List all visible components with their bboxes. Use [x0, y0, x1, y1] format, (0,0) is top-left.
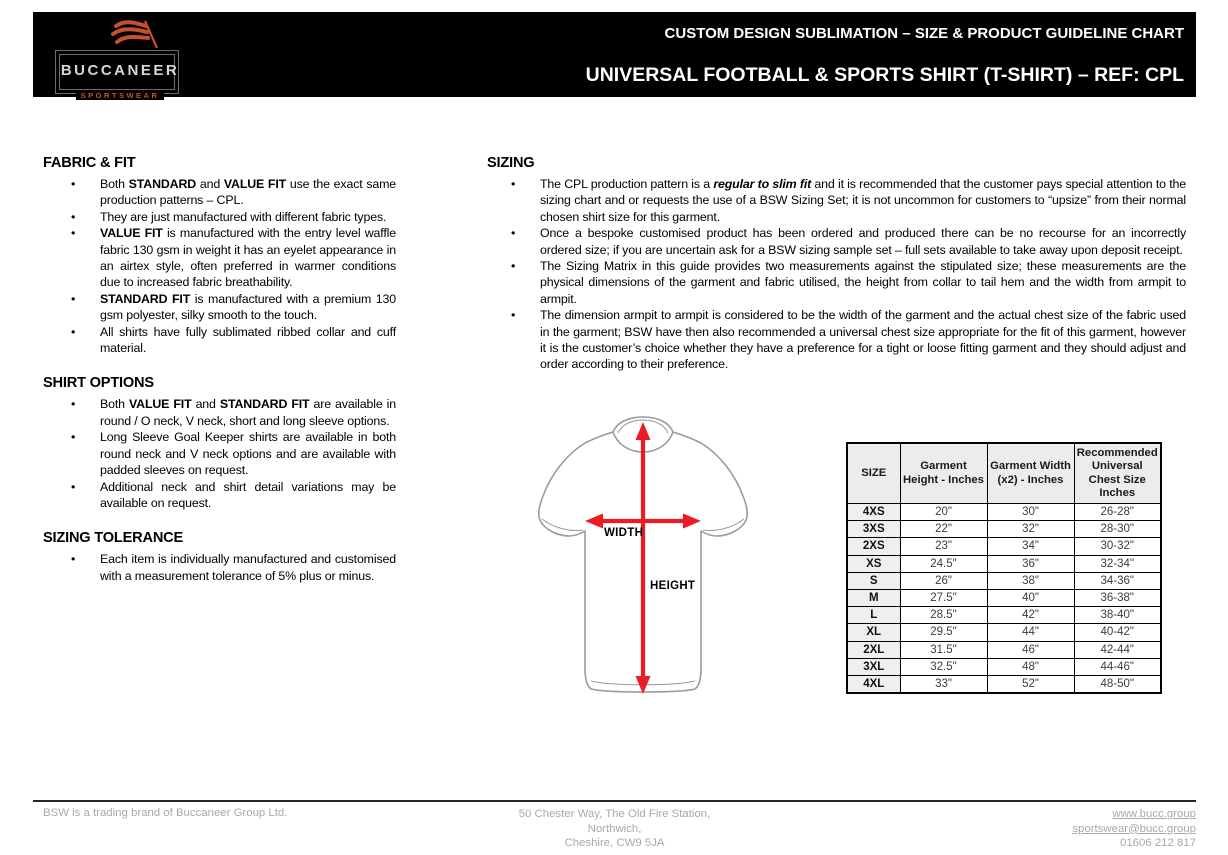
- measurement-cell: 26": [900, 572, 987, 589]
- measurement-cell: 48": [987, 658, 1074, 675]
- size-label-cell: 3XS: [847, 521, 900, 538]
- measurement-cell: 42": [987, 607, 1074, 624]
- section-heading-fabric-fit: FABRIC & FIT: [43, 155, 136, 171]
- table-row: [847, 572, 1161, 589]
- website-link[interactable]: www.bucc.group: [1112, 808, 1196, 820]
- width-label: WIDTH: [604, 527, 644, 539]
- size-label-cell: XL: [847, 624, 900, 641]
- logo-sub-text: SPORTSWEAR: [76, 91, 165, 100]
- column-header: Garment Width (x2) - Inches: [987, 443, 1074, 504]
- bullet-item: • STANDARD FIT is manufactured with a premium 130 gsm polyester, silky smooth to the touch.: [43, 291, 396, 324]
- table-row: [847, 641, 1161, 658]
- size-label-cell: 2XS: [847, 538, 900, 555]
- measurement-cell: 32": [987, 521, 1074, 538]
- address-line: 50 Chester Way, The Old Fire Station,: [518, 808, 711, 820]
- footer-phone: 01606 212 817: [1119, 837, 1196, 850]
- footer-contact: [1072, 807, 1196, 851]
- measurement-cell: 20": [900, 504, 987, 521]
- measurement-cell: 23": [900, 538, 987, 555]
- address-line: Northwich,: [587, 822, 642, 835]
- bullet-item: • The dimension armpit to armpit is considered to be the width of the garment and the actual chest size of the fabric used in the garment; BSW have then also recommended a universal chest size appropriate for the fit of this garment, however it is the customer’s choice whether they have a preference for a tight or loose fitting garment and they should adjust and order according to their preference.: [487, 307, 1186, 373]
- size-label-cell: 3XL: [847, 658, 900, 675]
- measurement-cell: 24.5": [900, 555, 987, 572]
- measurement-cell: 32-34": [1074, 555, 1161, 572]
- table-row: [847, 624, 1161, 641]
- measurement-cell: 38": [987, 572, 1074, 589]
- size-chart-table: [846, 442, 1162, 694]
- section-heading-shirt-options: SHIRT OPTIONS: [43, 375, 154, 392]
- bullet-item: • The Sizing Matrix in this guide provides two measurements against the stipulated size; these measurements are the physical dimensions of the garment and fabric utilised, the height from collar to tail hem and the width from armpit to armpit.: [487, 258, 1186, 307]
- column-header: Garment Height - Inches: [900, 443, 987, 504]
- logo-brand-text: BUCCANEER: [60, 62, 180, 79]
- table-row: [847, 538, 1161, 555]
- measurement-cell: 52": [987, 675, 1074, 693]
- measurement-cell: 27.5": [900, 589, 987, 606]
- measurement-cell: 46": [987, 641, 1074, 658]
- measurement-cell: 34-36": [1074, 572, 1161, 589]
- table-row: [847, 658, 1161, 675]
- fabric-fit-list: [43, 176, 396, 356]
- measurement-cell: 29.5": [900, 624, 987, 641]
- size-label-cell: 4XS: [847, 504, 900, 521]
- measurement-cell: 33": [900, 675, 987, 693]
- table-row: [847, 521, 1161, 538]
- footer-address: [33, 807, 1196, 851]
- measurement-cell: 34": [987, 538, 1074, 555]
- flag-icon: [107, 18, 167, 54]
- measurement-cell: 36": [987, 555, 1074, 572]
- size-label-cell: S: [847, 572, 900, 589]
- email-link[interactable]: sportswear@bucc.group: [1072, 822, 1196, 835]
- measurement-cell: 36-38": [1074, 589, 1161, 606]
- measurement-cell: 31.5": [900, 641, 987, 658]
- measurement-cell: 44-46": [1074, 658, 1161, 675]
- document-header: [33, 12, 1196, 100]
- column-header: Recommended Universal Chest Size Inches: [1074, 443, 1161, 504]
- table-row: [847, 675, 1161, 693]
- bullet-item: • VALUE FIT is manufactured with the entry level waffle fabric 130 gsm in weight it has an eyelet appearance in an airtex style, often preferred in warmer conditions due to increased fabric breathability.: [43, 225, 396, 291]
- table-row: [847, 555, 1161, 572]
- bullet-item: • Each item is individually manufactured and customised with a measurement tolerance of 5% plus or minus.: [43, 551, 396, 584]
- measurement-cell: 22": [900, 521, 987, 538]
- table-row: [847, 504, 1161, 521]
- address-line: Cheshire, CW9 5JA: [564, 837, 665, 850]
- bullet-item: • Both STANDARD and VALUE FIT use the exact same production patterns – CPL.: [43, 176, 396, 209]
- shirt-options-list: [43, 396, 396, 511]
- measurement-cell: 40": [987, 589, 1074, 606]
- column-header: SIZE: [847, 443, 900, 504]
- bullet-item: • Additional neck and shirt detail variations may be available on request.: [43, 479, 396, 512]
- height-label: HEIGHT: [650, 580, 696, 592]
- size-label-cell: 4XL: [847, 675, 900, 693]
- measurement-cell: 48-50": [1074, 675, 1161, 693]
- bullet-item: • All shirts have fully sublimated ribbed collar and cuff material.: [43, 324, 396, 357]
- document-subtitle: UNIVERSAL FOOTBALL & SPORTS SHIRT (T-SHIRT) – REF: CPL: [585, 64, 1184, 86]
- section-heading-sizing-tolerance: SIZING TOLERANCE: [43, 530, 184, 547]
- footer-trading-note: BSW is a trading brand of Buccaneer Group Ltd.: [43, 807, 288, 819]
- measurement-cell: 28-30": [1074, 521, 1161, 538]
- document-title: CUSTOM DESIGN SUBLIMATION – SIZE & PRODUCT GUIDELINE CHART: [664, 25, 1184, 42]
- right-column: [487, 155, 1186, 373]
- tshirt-outline-image: [520, 412, 785, 708]
- size-label-cell: M: [847, 589, 900, 606]
- measurement-cell: 30-32": [1074, 538, 1161, 555]
- measurement-cell: 26-28": [1074, 504, 1161, 521]
- sizing-list: [487, 176, 1186, 373]
- bullet-item: • The CPL production pattern is a regular to slim fit and it is recommended that the customer pays special attention to the sizing chart and or requests the use of a BSW Sizing Set; it is not uncommon for customers to “upsize” from their normal chosen shirt size for this garment.: [487, 176, 1186, 225]
- tshirt-diagram: [520, 412, 785, 708]
- brand-logo: [55, 20, 185, 100]
- bullet-item: • Both VALUE FIT and STANDARD FIT are available in round / O neck, V neck, short and long sleeve options.: [43, 396, 396, 429]
- measurement-cell: 42-44": [1074, 641, 1161, 658]
- measurement-cell: 40-42": [1074, 624, 1161, 641]
- table-row: [847, 589, 1161, 606]
- bullet-item: • They are just manufactured with different fabric types.: [43, 209, 396, 225]
- left-column: [43, 155, 396, 584]
- section-heading-sizing: SIZING: [487, 155, 535, 171]
- size-label-cell: 2XL: [847, 641, 900, 658]
- size-label-cell: L: [847, 607, 900, 624]
- sizing-tolerance-list: [43, 551, 396, 584]
- measurement-cell: 32.5": [900, 658, 987, 675]
- size-label-cell: XS: [847, 555, 900, 572]
- document-footer: [33, 800, 1196, 852]
- measurement-cell: 38-40": [1074, 607, 1161, 624]
- measurement-cell: 30": [987, 504, 1074, 521]
- measurement-cell: 44": [987, 624, 1074, 641]
- bullet-item: • Long Sleeve Goal Keeper shirts are available in both round neck and V neck options and are available with padded sleeves on request.: [43, 429, 396, 478]
- measurement-cell: 28.5": [900, 607, 987, 624]
- table-row: [847, 607, 1161, 624]
- bullet-item: • Once a bespoke customised product has been ordered and produced there can be no recourse for an incorrectly ordered size; if you are uncertain ask for a BSW sizing sample set – full sets available to take away upon deposit receipt.: [487, 225, 1186, 258]
